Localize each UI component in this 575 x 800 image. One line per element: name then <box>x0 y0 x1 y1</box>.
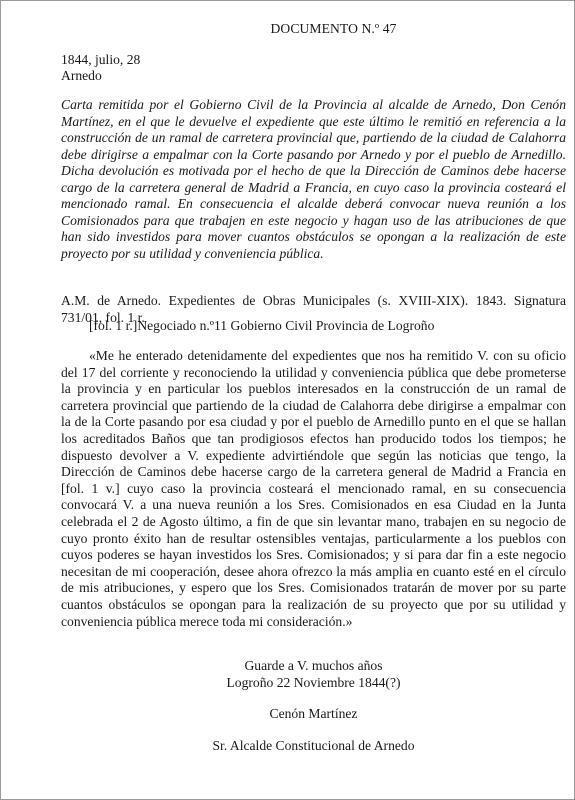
document-title: DOCUMENTO N.º 47 <box>270 21 397 36</box>
closing-place-date: Logroño 22 Noviembre 1844(?) <box>226 675 401 690</box>
archival-source: A.M. de Arnedo. Expedientes de Obras Municipales (s. XVIII-XIX). 1843. Signatura 731/01, fol. 1 r. <box>61 293 566 325</box>
folio-heading: [fol. 1 r.]Negociado n.º11 Gobierno Civil Provincia de Logroño <box>89 318 435 333</box>
document-date: 1844, julio, 28 <box>61 52 141 67</box>
document-summary: Carta remitida por el Gobierno Civil de la Provincia al alcalde de Arnedo, Don Cenón Martínez, en el que le devuelve el expediente que este último le remitió en referencia a la construcción de un ramal de carretera provincial que, partiendo de la ciudad de Calahorra debe dirigirse a empalmar con la Corte pasando por Arnedo y por el pueblo de Arnedillo. Dicha devolución es motivada por el hecho de que la Dirección de Caminos debe hacerse cargo de la carretera general de Madrid a Francia, en cuyo caso la provincia costeará el mencionado ramal. En consecuencia el alcalde deberá convocar nueva reunión a los Comisionados para que trabajen en este negocio y hagan uso de las atribuciones de que han sido investidos para mover cuantos obstáculos se opongan a la realización de este proyecto por su utilidad y conveniencia pública. <box>61 97 566 261</box>
document-place: Arnedo <box>61 68 102 83</box>
letter-body: «Me he enterado detenidamente del expedientes que nos ha remitido V. con su oficio del 17 del corriente y reconociendo la utilidad y conveniencia pública que debe prometerse la provincia y en particular los pueblos interesados en la construcción de un ramal de carretera provincial que partiendo de la ciudad de Calahorra debe dirigirse a empalmar con la de la Corte pasando por esa ciudad y por el pueblo de Arnedillo punto en el que se hallan los acreditados Baños que tan prodigiosos efectos han producido todos los tiempos; he dispuesto devolver a V. expediente advirtiéndole que según las noticias que tengo, la Dirección de Caminos debe hacerse cargo de la carretera general de Madrid a Francia en [fol. 1 v.] cuyo caso la provincia costeará el mencionado ramal, en su consecuencia convocará V. a una nueva reunión a los Sres. Comisionados en esa Ciudad en la Junta celebrada el 2 de Agosto último, a fin de que sin levantar mano, trabajen en su negocio de cuyo pronto éxito han de resultar ostensibles ventajas, particularmente a los pueblos con cuyos poderes se hayan investidos los Sres. Comisionados; y si para dar fin a este negocio necesitan de mi cooperación, desee ahora ofrezco la más amplia en cuanto esté en el círculo de mis atribuciones, y espero que los Sres. Comisionados tratarán de mover por su parte cuantos obstáculos se opongan para la realización de su proyecto que por su utilidad y conveniencia pública merece toda mi consideración.» <box>61 348 566 629</box>
signer-name: Cenón Martínez <box>269 706 358 721</box>
closing-greeting: Guarde a V. muchos años <box>244 658 383 673</box>
addressee: Sr. Alcalde Constitucional de Arnedo <box>212 738 415 753</box>
